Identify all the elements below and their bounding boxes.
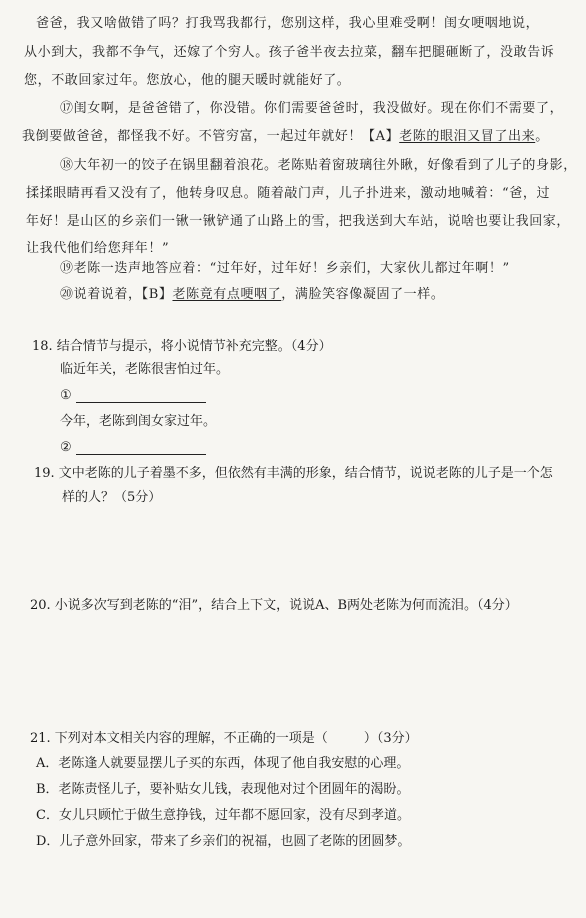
passage-line: ⑰闺女啊，是爸爸错了，你没错。你们需要爸爸时，我没做好。现在你们不需要了，: [60, 101, 564, 116]
option-b[interactable]: B．老陈责怪儿子，要补贴女儿钱，表现他对过个团圆年的渴盼。: [36, 782, 410, 797]
passage-line: ⑱大年初一的饺子在锅里翻着浪花。老陈贴着窗玻璃往外瞅，好像看到了儿子的身影，: [60, 158, 577, 173]
underlined-sentence-b: 老陈竟有点哽咽了: [172, 287, 282, 302]
passage-line: 从小到大，我都不争气，还嫁了个穷人。孩子爸半夜去拉菜，翻车把腿砸断了，没敢告诉: [24, 45, 555, 60]
answer-blank-1[interactable]: [76, 402, 206, 403]
option-d[interactable]: D．儿子意外回家，带来了乡亲们的祝福，也圆了老陈的团圆梦。: [36, 834, 411, 849]
passage-text: 。: [535, 129, 549, 144]
passage-text: ⑳说着说着，【B】: [60, 287, 173, 302]
option-a[interactable]: A．老陈逢人就要显摆儿子买的东西，体现了他自我安慰的心理。: [36, 756, 410, 771]
option-c[interactable]: C．女儿只顾忙于做生意挣钱，过年都不愿回家，没有尽到孝道。: [36, 808, 410, 823]
question-18-prompt-1: 临近年关，老陈很害怕过年。: [60, 362, 230, 377]
underlined-sentence-a: 老陈的眼泪又冒了出来: [399, 129, 536, 144]
passage-line: 揉揉眼睛再看又没有了，他转身叹息。随着敲门声，儿子扑进来，激动地喊着：“爸，过: [26, 186, 551, 201]
blank-marker-2: ②: [60, 440, 72, 455]
passage-line: 年好！是山区的乡亲们一锹一锹铲通了山路上的雪，把我送到大车站，说啥也要让我回家，: [26, 214, 571, 229]
passage-text: ，满脸笑容像凝固了一样。: [281, 287, 445, 302]
question-18-stem: 18. 结合情节与提示，将小说情节补充完整。（4分）: [32, 339, 332, 354]
blank-marker-1: ①: [60, 388, 72, 403]
passage-line: 让我代他们给您拜年！”: [26, 241, 170, 256]
question-20-stem: 20. 小说多次写到老陈的“泪”，结合上下文，说说A、B两处老陈为何而流泪。（4分）: [30, 598, 518, 613]
passage-line: [22, 129, 549, 145]
question-19-stem-cont: 样的人？（5分）: [62, 490, 162, 505]
passage-line: [60, 287, 444, 303]
answer-blank-2[interactable]: [76, 454, 206, 455]
question-18-prompt-2: 今年，老陈到闺女家过年。: [60, 414, 217, 429]
passage-line: 爸爸，我又啥做错了吗？打我骂我都行，您别这样，我心里难受啊！闺女哽咽地说，: [36, 16, 540, 31]
question-19-stem: 19. 文中老陈的儿子着墨不多，但依然有丰满的形象，结合情节，说说老陈的儿子是一个怎: [34, 466, 553, 481]
passage-line: ⑲老陈一迭声地答应着：“过年好，过年好！乡亲们，大家伙儿都过年啊！”: [60, 261, 510, 276]
question-21-text: 21. 下列对本文相关内容的理解，不正确的一项是（: [30, 731, 328, 746]
question-21-points: ）（3分）: [363, 731, 418, 746]
passage-line: 您，不敢回家过年。您放心，他的腿天暖时就能好了。: [24, 73, 351, 88]
question-21-stem: [30, 731, 418, 747]
passage-text: 我倒要做爸爸，都怪我不好。不管穷富，一起过年就好！【A】: [22, 129, 400, 144]
